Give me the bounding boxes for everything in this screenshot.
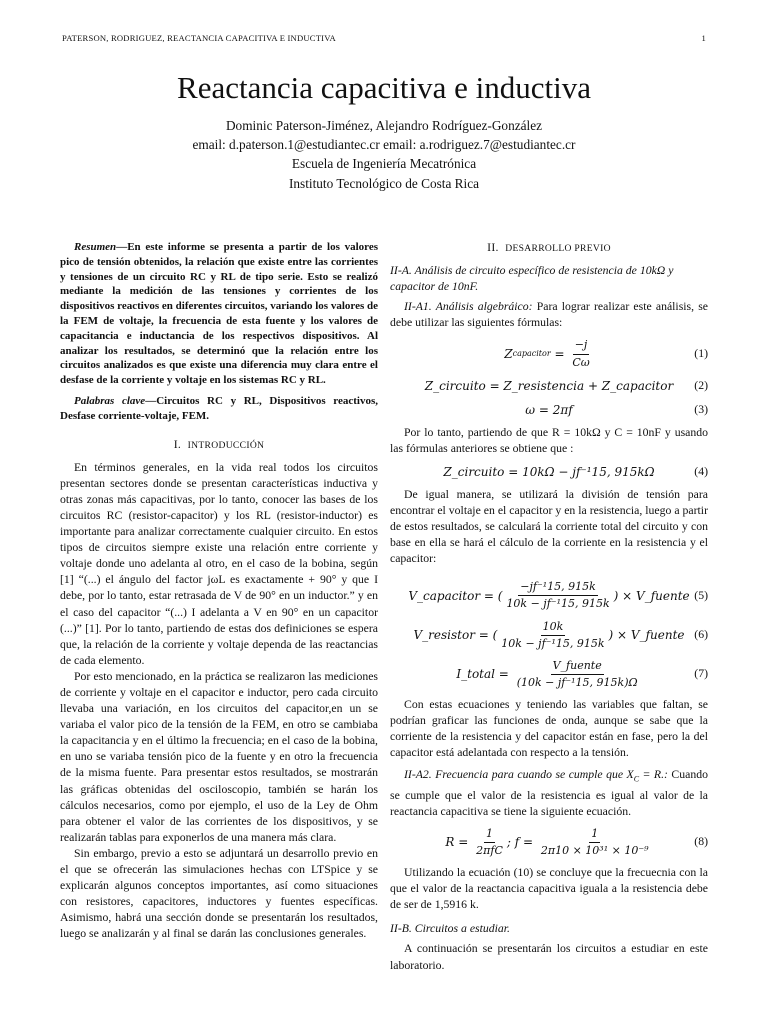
- section-heading-dev: II. DESARROLLO PREVIO: [487, 241, 611, 254]
- running-header: [62, 33, 706, 43]
- author-block: [0, 116, 768, 193]
- abstract-label: Resumen: [74, 241, 117, 253]
- equation-5: V_capacitor = ( $\frac{\text{−jf⁻¹15, 915k}}{\text{10k − jf⁻¹15, 915k}}$ ) × V_fuente (5): [408, 580, 708, 611]
- equation-number: (2): [694, 378, 708, 392]
- subsection-b: II-B. Circuitos a estudiar.: [390, 922, 510, 936]
- abstract: [60, 240, 378, 388]
- page-number: 1: [701, 33, 706, 43]
- keywords-text: —Circuitos RC y RL, Dispositivos reactivos, Desfase corriente-voltaje, FEM.: [60, 394, 378, 422]
- equation-6: V_resistor = ( $\frac{10k}{\text{10k − jf⁻¹15, 915k}}$ ) × V_fuente (6): [413, 619, 708, 650]
- running-title: PATERSON, RODRIGUEZ, REACTANCIA CAPACITIVA E INDUCTIVA: [62, 33, 336, 43]
- dev-paragraph-igual: De igual manera, se utilizará la división de tensión para encontrar el voltaje en el capacitor y en la resistencia, luego a partir de estos resultados, se calculará la corriente total del circuito y con base en ella se hará el cálculo de la corriente en la resistencia y el capacitor:: [390, 487, 708, 566]
- paper-title: Reactancia capacitiva e inductiva: [177, 70, 591, 105]
- author-names: Dominic Paterson-Jiménez, Alejandro Rodríguez-González: [225, 118, 543, 133]
- keywords: [60, 394, 378, 424]
- equation-1: Z capacitor = $\frac{-j}{C\omega}$ (1): [504, 338, 708, 369]
- equation-8: R = $\frac{1}{\text{2πfC}}$ ; f = $\frac{1}{\text{2π10 × 10³¹ × 10⁻⁹}}$ (8): [445, 826, 708, 857]
- intro-paragraph-2: Por esto mencionado, en la práctica se realizaron las mediciones de corriente y voltaje en el capacitor e inductor, pero cada circuito llevaba una variación, en los circuitos del capacitor,en un se variaba el valor pico de la tensión de la FEM, en otro se cambiaba la capacitancia y en el último la frecuencia; en el caso de la bobina, en uno se variaba tensión pico de la fuente y en otro la frecuencia de la misma fuente. Para presentar estos resultados, se mostrarán las gráficas obtenidas del osciloscopio, también se harán los cálculos necesarios, como por ejemplo, el uso de la Ley de Ohm para obtener el valor de las corrientes de los dispositivos, y se realizarán tablas para exponerlos de una manera más clara.: [60, 669, 378, 844]
- right-column: [390, 240, 708, 974]
- equation-number: (5): [694, 588, 708, 602]
- equation-number: (3): [694, 402, 708, 416]
- subsection-a: II-A. Análisis de circuito específico de resistencia de 10kΩ y capacitor de 10nF.: [390, 264, 674, 294]
- equation-number: (4): [694, 464, 708, 478]
- equation-2: Z_circuito = Z_resistencia + Z_capacitor (2): [424, 378, 708, 393]
- equation-7: I_total = $\frac{\text{V\_fuente}}{\text{(10k − jf⁻¹15, 915k)Ω}}$ (7): [456, 658, 708, 689]
- keywords-label: Palabras clave: [74, 394, 146, 407]
- dev-paragraph-ecuaciones: Con estas ecuaciones y teniendo las variables que faltan, se podrían graficar las funciones de onda, aunque se sabe que la corriente de la resistencia y del capacitor están en fase, pero la del capacitor está adelantada con respecto a la tensión.: [390, 697, 708, 760]
- author-institution: Instituto Tecnológico de Costa Rica: [288, 175, 480, 191]
- equation-number: (1): [694, 347, 708, 361]
- dev-paragraph-utilizando: Utilizando la ecuación (10) se concluye que la frecuecnia con la que el valor de la reactancia capacitiva iguala a la resistencia debe de ser de 1,5916 k.: [390, 866, 708, 912]
- dev-paragraph-continuacion: A continuación se presentarán los circuitos a estudiar en este laboratorio.: [390, 942, 708, 972]
- author-emails: email: d.paterson.1@estudiantec.cr email: a.rodriguez.7@estudiantec.cr: [192, 137, 576, 153]
- subsubsection-a2: II-A2. Frecuencia para cuando se cumple que $X_C = R$.: Cuando se cumple que el valor de la resistencia es igual al valor de la reactancia capacitiva se tiene la siguiente ecuación.: [390, 768, 708, 818]
- intro-paragraph-3: Sin embargo, previo a esto se adjuntará un desarrollo previo en el que se ofrecerán las simulaciones hechas con LTSpice y se explicarán algunos conceptos importantes, así como situaciones con resistores, capacitores, inductores y fuentes específicas. Asimismo, habrá una sección donde se presentarán los resultados, luego se analizarán y al final se darán las conclusiones generales.: [60, 846, 378, 941]
- left-column: [60, 240, 378, 942]
- equation-number: (7): [694, 667, 708, 681]
- subsubsection-a1: II-A1. Análisis algebráico: Para lograr realizar este análisis, se debe utilizar las siguientes fórmulas:: [390, 300, 709, 330]
- author-school: Escuela de Ingeniería Mecatrónica: [291, 156, 477, 172]
- section-heading-intro: I. INTRODUCCIÓN: [173, 437, 265, 451]
- equation-3: ω = 2πf (3): [525, 402, 708, 417]
- equation-number: (8): [694, 835, 708, 849]
- abstract-text: —En este informe se presenta a partir de los valores pico de tensión obtenidos, la relación que existe entre las corrientes y tensiones de un circuito RC y RL de tipo serie. Esto se realizó mediante la medición de las tensiones y corrientes de los dispositivos reactivos en diferentes circuitos, variando los valores de la FEM de voltaje, la frecuencia de esta fuente y los valores de capacitancia e inductancia de los respectivos dispositivos. Al analizar los resultados, se determinó que la relación entre los circuitos analizados es que existe una diferencia muy clara entre el desfase de la corriente y voltaje en los sistemas RC y RL.: [60, 241, 378, 387]
- equation-4: Z_circuito = 10kΩ − jf⁻¹15, 915kΩ (4): [443, 464, 708, 479]
- equation-number: (6): [694, 628, 708, 642]
- intro-paragraph-1: En términos generales, en la vida real todos los circuitos presentan sectores donde se presentan características inductiva y otras zonas más capacitivas, por lo tanto, conocer las bases de los circuitos RC (resistor-capacitor) y los RL (resistor-inductor) es importante para analizar correctamente cualquier circuito. En estos tipos de circuitos siempre existe una relación entre corriente y voltaje donde uno adelanta al otro, en el caso de la bobina, según [1] “(...) el ángulo del factor jωL es exactamente + 90° y que I debe, por lo tanto, estar retrasada de V de 90° en un inductor.” y en el caso del capacitor “(...) I adelanta a V en 90° en un capacitor (...)” [1]. Por lo tanto, partiendo de estas dos definiciones se espera que, la relación de la corriente y voltaje dependa de las reactancias de cada elemento.: [60, 460, 378, 667]
- dev-paragraph-porlotanto: Por lo tanto, partiendo de que R = 10kΩ y C = 10nF y usando las fórmulas anteriores se obtiene que :: [390, 425, 708, 455]
